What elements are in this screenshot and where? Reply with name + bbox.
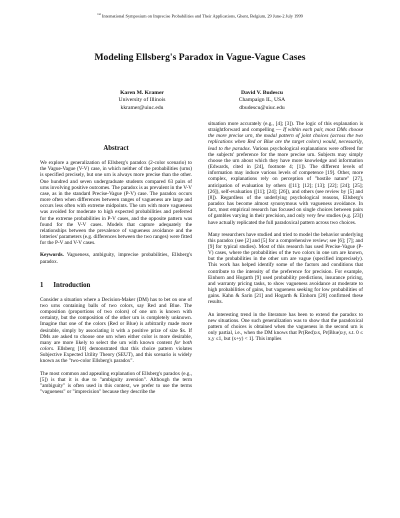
author-block-1 <box>82 90 202 112</box>
right-column <box>208 121 363 348</box>
introduction-heading <box>40 283 192 289</box>
abstract-heading: Abstract <box>103 145 129 152</box>
author-affiliation: Champaign IL, USA <box>238 97 286 104</box>
keywords <box>40 252 192 264</box>
author-email[interactable]: kkramer@uiuc.edu <box>120 104 164 111</box>
intro-p1-text-end: Ellsberg [10] demonstrated that this choice pattern violates Subjective Expected Utility Theory (SEUT), and this scenario is widely known as the "two-color Ellsberg's paradox". <box>40 346 192 365</box>
header-text: International Symposium on Imprecise Probabilities and Their Applications, Ghent, Belgium, 29 June-2 July 1999 <box>101 13 303 19</box>
header-ordinal: st <box>98 12 101 16</box>
right-p1-italic: If within each pair, most DMs choose the more precise urn, the modal pattern of joint choices (across the two replications when Red or Blue are the target colors) would, necessarily, lead to the paradox. <box>208 127 364 152</box>
author-name: David V. Budescu <box>241 90 283 96</box>
right-p1-text-end: Various psychological explanations were offered for the subjects' preference for the more precise urn. Subjects may simply choose the urn about which they have more knowledge and information (Edwards, cited in [24], footnote 4; [1]). The different levels of information may induce various levels of competence [19]. Other, more complex, explanations rely on perception of "hostile nature" [27], anticipation of evaluation by others ([11]; [12]; [13]; [22]; [24]; [25]; [26]), self-evaluation ([11]; [24]; [26]), and others (see review by [5] and [8]). Regardless of the underlying psychological reasons, Ellsberg's paradox has become almost synonymous with vagueness avoidance. In fact, most empirical research has focused on single choices between pairs of gambles varying in their precision, and only very few studies (e.g. [23]) have actually replicated the full paradoxical pattern across two choices. <box>208 145 364 226</box>
intro-paragraph-1 <box>40 297 192 365</box>
section-heading-text: Introduction <box>53 281 91 289</box>
conference-header <box>20 11 380 19</box>
left-column <box>40 142 192 401</box>
intro-p1-italic: for both colors. <box>40 339 192 353</box>
author-affiliation: University of Illinois <box>118 97 166 104</box>
keywords-label: Keywords. <box>40 252 64 259</box>
intro-paragraph-2: The most common and appealing explanation of Ellsberg's paradox (e.g., [5]) is that it is due to "ambiguity aversion". Although the term "ambiguity" is often used in this context, we prefer to use the terms "vagueness" or "imprecision" because they describe the <box>40 370 192 395</box>
right-paragraph-3: An interesting trend in the literature has been to extend the paradox to new situations. One such generalization was to show that the paradoxical pattern of choices is obtained when the vagueness in the second urn is only partial, i.e., when the DM knows that Pr(Red)≥x, Pr(Blue)≥y, s.t. 0 ≤ x,y ≤1, but (x+y) < 1]. This implies <box>208 311 363 343</box>
section-number: 1 <box>40 281 44 289</box>
paper-title: Modeling Ellsberg's Paradox in Vague-Vague Cases <box>94 52 306 63</box>
keywords-text: Vagueness, ambiguity, imprecise probabilities, Ellsberg's paradox. <box>40 252 193 265</box>
right-paragraph-1 <box>208 121 363 226</box>
header-sup: 1 <box>97 12 99 16</box>
right-p1-text: situation more accurately (e.g., [4]; [3]). The logic of this explanation is straightforward and compelling — <box>208 121 363 134</box>
author-email[interactable]: dbudescu@uiuc.edu <box>239 104 285 111</box>
intro-p1-text: Consider a situation where a Decision-Maker (DM) has to bet on one of two urns containing balls of two colors, say Red and Blue. The composition (proportions of two colors) of one urn is known with certainty, but the composition of the other urn is completely unknown. Imagine that one of the colors (Red or Blue) is arbitrarily made more desirable, simply by associating it with a positive prize of size $x. If DMs are asked to choose one urn when either color is more desirable, many are more likely to select the urn with known content <box>40 296 192 346</box>
author-block-2 <box>202 90 322 112</box>
author-name: Karen M. Kramer <box>120 90 164 96</box>
abstract-text: We explore a generalization of Ellsberg's paradox (2-color scenario) to the Vague-Vague (V-V) case, in which neither of the probabilities (urns) is specified precisely, but one urn is always more precise than the other. One hundred and seven undergraduate students compared 63 pairs of urns involving positive outcomes. The paradox is as prevalent in the V-V case, as in the standard Precise-Vague (P-V) case. The paradox occurs more often when differences between ranges of vagueness are large and occurs less often with extreme midpoints. The urn with more vagueness was avoided for moderate to high expected probabilities and preferred for the extreme probabilities in P-V cases, and the opposite pattern was found for the V-V cases. Models that capture adequately the relationships between the prevalence of vagueness avoidance and the lotteries' parameters (e.g. differences between the two ranges) were fitted for the P-V and V-V cases. <box>40 160 192 247</box>
right-paragraph-2: Many researchers have studied and tried to model the behavior underlying this paradox (see [2] and [5] for a comprehensive review; see [6]; [7]; and [9] for typical studies). Most of this research has used Precise-Vague (P-V) cases, where the probabilities of the two colors in one urn are known, but the probabilities in the other urn are vague (specified imprecisely). This work has helped identify some of the factors and conditions that contribute to the intensity of the preference for precision. For example, Einhorn and Hogarth [9] used probability predictions, insurance pricing, and warranty pricing tasks, to show vagueness avoidance at moderate to high probabilities of gains, but vagueness seeking for low probabilities of gains. Kahn & Sarin [21] and Hogarth & Einhorn [20] confirmed these results. <box>208 231 363 306</box>
